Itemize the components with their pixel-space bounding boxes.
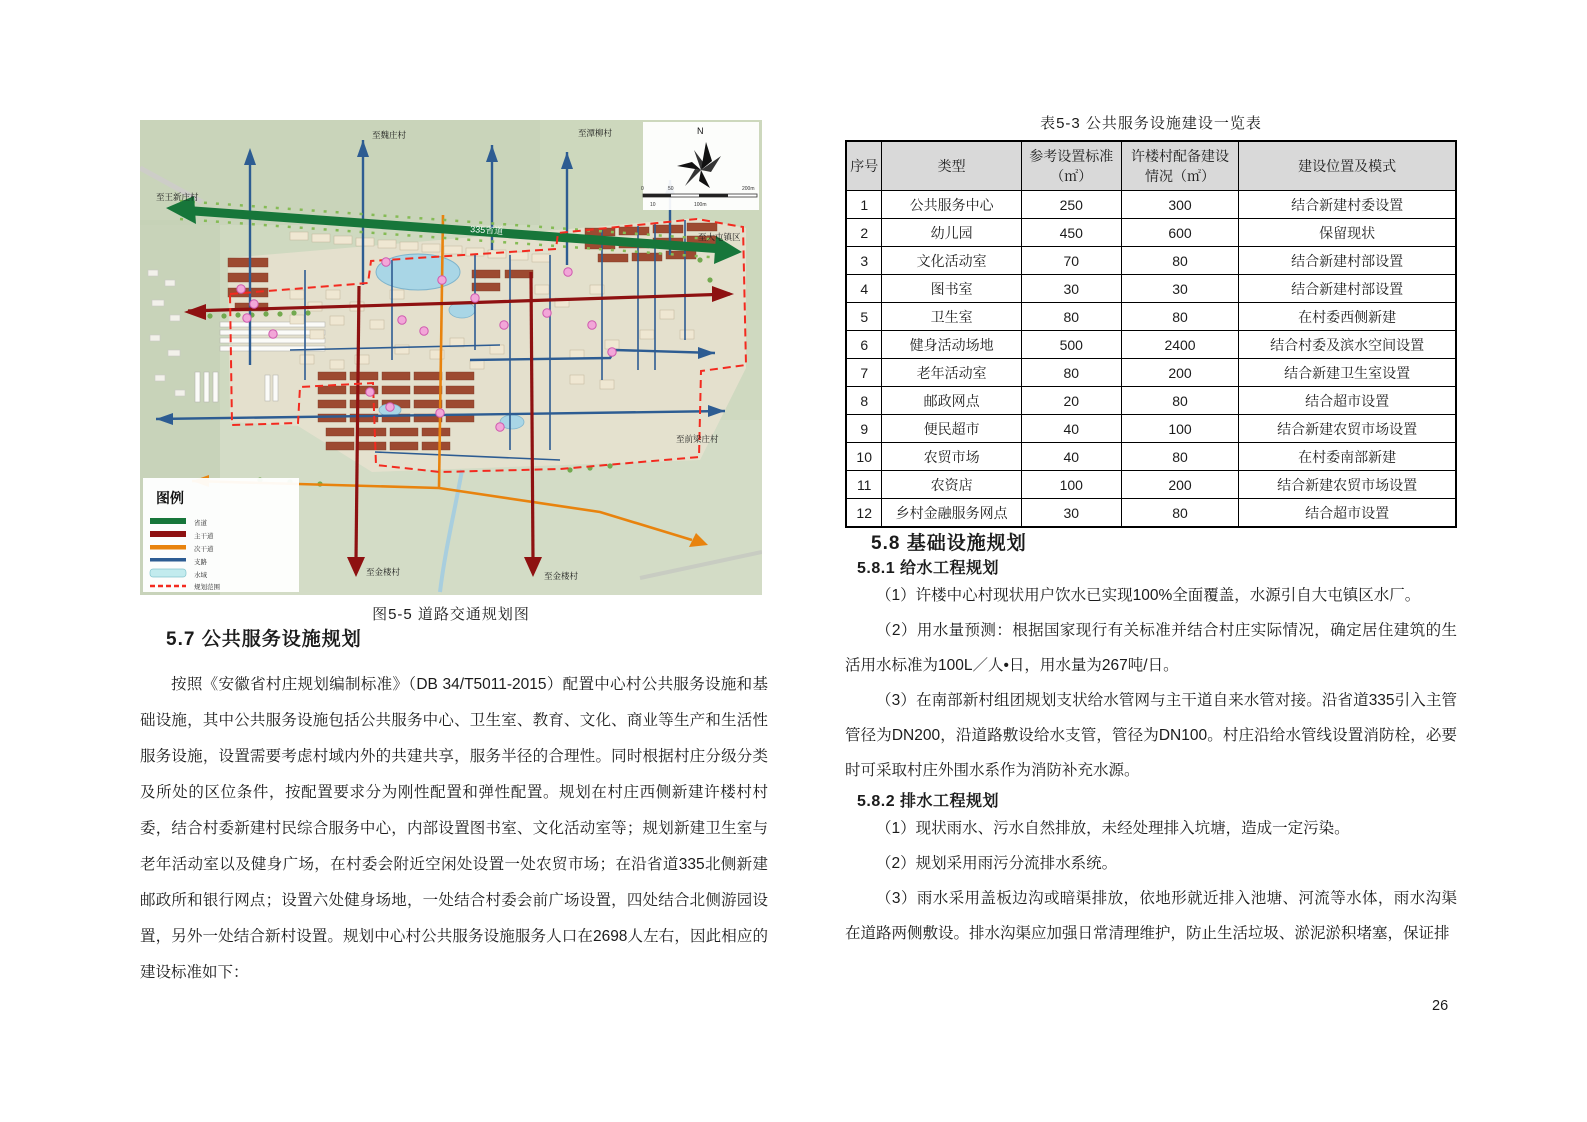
legend-item-water: 水域 xyxy=(194,572,207,579)
cell-standard: 70 xyxy=(1021,247,1121,275)
cell-current: 2400 xyxy=(1121,331,1239,359)
cell-current: 100 xyxy=(1121,415,1239,443)
section-5-8-heading: 5.8 基础设施规划 xyxy=(871,533,1027,554)
label-to-wangxinzhuang: 至王新庄村 xyxy=(156,192,199,202)
label-to-qianliangzhuang: 至前梁庄村 xyxy=(676,434,719,444)
section-5-8-1-heading: 5.8.1 给水工程规划 xyxy=(857,560,1000,577)
cell-standard: 20 xyxy=(1021,387,1121,415)
col-header-standard: 参考设置标准（㎡） xyxy=(1021,141,1121,191)
col-header-no: 序号 xyxy=(846,141,882,191)
col-header-current: 许楼村配备建设情况（㎡） xyxy=(1121,141,1239,191)
page-number: 26 xyxy=(1432,998,1449,1014)
table-body xyxy=(846,191,1456,528)
cell-standard: 30 xyxy=(1021,275,1121,303)
cell-current: 200 xyxy=(1121,359,1239,387)
col-header-type: 类型 xyxy=(882,141,1021,191)
table-row xyxy=(846,499,1456,528)
legend-item-branch-road: 支路 xyxy=(194,559,207,566)
cell-type: 农资店 xyxy=(882,471,1021,499)
cell-no: 1 xyxy=(846,191,882,219)
legend-item-provincial-road: 省道 xyxy=(194,520,207,527)
label-to-jinlou-sw: 至金楼村 xyxy=(366,567,401,577)
north-label: N xyxy=(697,126,704,136)
cell-location: 结合新建村部设置 xyxy=(1239,275,1456,303)
table-row xyxy=(846,387,1456,415)
section-5-7-paragraph: 按照《安徽省村庄规划编制标准》（DB 34/T5011-2015）配置中心村公共服务设施和基础设施，其中公共服务设施包括公共服务中心、卫生室、教育、文化、商业等生产和生活性服务设施，设置需要考虑村域内外的共建共享，服务半径的合理性。同时根据村庄分级分类及所处的区位条件，按配置要求分为刚性配置和弹性配置。规划在村庄西侧新建许楼村村委，结合村委新建村民综合服务中心，内部设置图书室、文化活动室等；规划新建卫生室与老年活动室以及健身广场，在村委会附近空闲处设置一处农贸市场；在沿省道335北侧新建邮政所和银行网点；设置六处健身场地，一处结合村委会前广场设置，四处结合北侧游园设置，另外一处结合新村设置。规划中心村公共服务设施服务人口在2698人左右，因此相应的建设标准如下： xyxy=(140,676,768,981)
figure-caption: 图5-5 道路交通规划图 xyxy=(372,606,530,623)
table-row xyxy=(846,443,1456,471)
scale-10: 10 xyxy=(650,202,656,208)
cell-current: 600 xyxy=(1121,219,1239,247)
cell-standard: 40 xyxy=(1021,443,1121,471)
cell-type: 图书室 xyxy=(882,275,1021,303)
scale-0: 0 xyxy=(641,186,644,192)
cell-location: 结合新建农贸市场设置 xyxy=(1239,471,1456,499)
cell-no: 3 xyxy=(846,247,882,275)
cell-current: 80 xyxy=(1121,247,1239,275)
cell-standard: 30 xyxy=(1021,499,1121,528)
cell-type: 卫生室 xyxy=(882,303,1021,331)
cell-no: 5 xyxy=(846,303,882,331)
road-335-label: 335省道 xyxy=(469,224,504,237)
table-title: 表5-3 公共服务设施建设一览表 xyxy=(1040,115,1262,132)
cell-type: 文化活动室 xyxy=(882,247,1021,275)
cell-current: 80 xyxy=(1121,499,1239,528)
section-5-8-1-p2: （2）用水量预测：根据国家现行有关标准并结合村庄实际情况，确定居住建筑的生活用水标准为100L／人•日，用水量为267吨/日。 xyxy=(845,622,1457,674)
cell-standard: 450 xyxy=(1021,219,1121,247)
right-column xyxy=(845,112,1457,951)
cell-type: 幼儿园 xyxy=(882,219,1021,247)
cell-current: 300 xyxy=(1121,191,1239,219)
cell-standard: 80 xyxy=(1021,359,1121,387)
map-legend xyxy=(143,478,299,592)
facilities-table xyxy=(845,140,1457,528)
cell-type: 邮政网点 xyxy=(882,387,1021,415)
cell-location: 结合新建村部设置 xyxy=(1239,247,1456,275)
cell-location: 结合新建农贸市场设置 xyxy=(1239,415,1456,443)
legend-item-planning-scope: 规划范围 xyxy=(194,584,220,591)
map-canvas xyxy=(140,120,762,595)
cell-no: 2 xyxy=(846,219,882,247)
legend-item-main-road: 主干道 xyxy=(194,533,214,540)
road-traffic-planning-map xyxy=(140,120,762,595)
cell-type: 乡村金融服务网点 xyxy=(882,499,1021,528)
scale-50: 50 xyxy=(668,186,674,192)
cell-current: 30 xyxy=(1121,275,1239,303)
cell-no: 8 xyxy=(846,387,882,415)
section-5-8-2-p3: （3）雨水采用盖板边沟或暗渠排放，依地形就近排入池塘、河流等水体，雨水沟渠在道路两侧敷设。排水沟渠应加强日常清理维护，防止生活垃圾、淤泥淤积堵塞，保证排 xyxy=(845,890,1457,942)
table-row xyxy=(846,247,1456,275)
cell-no: 7 xyxy=(846,359,882,387)
table-row xyxy=(846,471,1456,499)
cell-location: 在村委南部新建 xyxy=(1239,443,1456,471)
cell-location: 结合超市设置 xyxy=(1239,387,1456,415)
col-header-location: 建设位置及模式 xyxy=(1239,141,1456,191)
legend-title: 图例 xyxy=(156,490,184,506)
table-row xyxy=(846,275,1456,303)
label-to-datunzhen: 至大屯镇区 xyxy=(698,232,741,242)
scale-200m: 200m xyxy=(742,186,755,192)
label-to-tanliu: 至潭柳村 xyxy=(578,128,613,138)
cell-type: 农贸市场 xyxy=(882,443,1021,471)
cell-no: 6 xyxy=(846,331,882,359)
table-header-row xyxy=(846,141,1456,191)
table-row xyxy=(846,191,1456,219)
cell-location: 结合村委及滨水空间设置 xyxy=(1239,331,1456,359)
cell-no: 11 xyxy=(846,471,882,499)
cell-location: 结合超市设置 xyxy=(1239,499,1456,528)
label-to-jinlou-se: 至金楼村 xyxy=(544,571,579,581)
table-row xyxy=(846,219,1456,247)
cell-standard: 80 xyxy=(1021,303,1121,331)
cell-no: 12 xyxy=(846,499,882,528)
cell-type: 老年活动室 xyxy=(882,359,1021,387)
cell-location: 结合新建村委设置 xyxy=(1239,191,1456,219)
cell-location: 结合新建卫生室设置 xyxy=(1239,359,1456,387)
cell-standard: 40 xyxy=(1021,415,1121,443)
cell-location: 保留现状 xyxy=(1239,219,1456,247)
cell-current: 200 xyxy=(1121,471,1239,499)
section-5-8-2-p1: （1）现状雨水、污水自然排放，未经处理排入坑塘，造成一定污染。 xyxy=(876,820,1350,837)
cell-standard: 250 xyxy=(1021,191,1121,219)
cell-type: 公共服务中心 xyxy=(882,191,1021,219)
cell-standard: 500 xyxy=(1021,331,1121,359)
table-row xyxy=(846,415,1456,443)
section-5-8-2-p2: （2）规划采用雨污分流排水系统。 xyxy=(876,855,1118,872)
cell-current: 80 xyxy=(1121,443,1239,471)
section-5-8-2-heading: 5.8.2 排水工程规划 xyxy=(857,793,1000,810)
legend-item-secondary-road: 次干道 xyxy=(194,546,214,553)
cell-current: 80 xyxy=(1121,387,1239,415)
table-row xyxy=(846,303,1456,331)
cell-no: 10 xyxy=(846,443,882,471)
label-to-weizhuang: 至魏庄村 xyxy=(372,130,407,140)
section-5-8-1-p3: （3）在南部新村组团规划支状给水管网与主干道自来水管对接。沿省道335引入主管管径为DN200，沿道路敷设给水支管，管径为DN100。村庄沿给水管线设置消防栓，必要时可采取村庄外围水系作为消防补充水源。 xyxy=(845,692,1457,779)
cell-current: 80 xyxy=(1121,303,1239,331)
left-column xyxy=(140,120,768,991)
table-row xyxy=(846,331,1456,359)
cell-type: 便民超市 xyxy=(882,415,1021,443)
cell-standard: 100 xyxy=(1021,471,1121,499)
cell-no: 4 xyxy=(846,275,882,303)
section-5-8-1-p1: （1）许楼中心村现状用户饮水已实现100%全面覆盖，水源引自大屯镇区水厂。 xyxy=(876,587,1421,604)
cell-type: 健身活动场地 xyxy=(882,331,1021,359)
section-5-7-heading: 5.7 公共服务设施规划 xyxy=(166,629,362,650)
cell-location: 在村委西侧新建 xyxy=(1239,303,1456,331)
cell-no: 9 xyxy=(846,415,882,443)
scale-100m: 100m xyxy=(694,202,707,208)
table-row xyxy=(846,359,1456,387)
